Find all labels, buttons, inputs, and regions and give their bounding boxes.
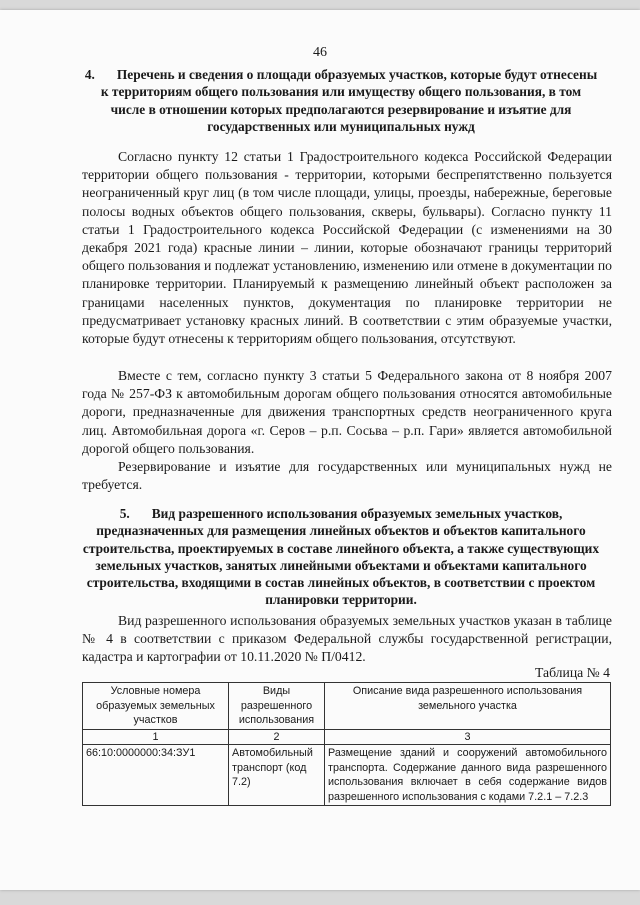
index-cell-3: 3: [325, 729, 611, 745]
cell-plot-number: 66:10:0000000:34:ЗУ1: [83, 745, 229, 806]
index-cell-1: 1: [83, 729, 229, 745]
section-5-title: Вид разрешенного использования образуемых земельных участков, предназначенных для размещения линейных объектов и объектов капитального строительства, проектируемых в составе линейного объекта, а также существующих земельных участков, занятых линейными объектами и объектами капитального строительства, входящими в состав линейных объектов, в соответствии с проектом планировки территории.: [82, 506, 600, 608]
header-use-types: Виды разрешенного использования: [229, 683, 325, 730]
cell-use-type: Автомобильный транспорт (код 7.2): [229, 745, 325, 806]
header-use-description: Описание вида разрешенного использования земельного участка: [325, 683, 611, 730]
section-4-paragraph-3: Резервирование и изъятие для государственных или муниципальных нужд не требуется.: [82, 459, 612, 493]
index-cell-2: 2: [229, 729, 325, 745]
cell-use-description: Размещение зданий и сооружений автомобильного транспорта. Содержание данного вида разрешенного использования включает в себя содержание видов разрешенного использования с кодами 7.2.1 – 7.2.3: [325, 745, 611, 806]
section-5-heading: [82, 505, 600, 609]
section-4-number: 4.: [84, 67, 95, 82]
section-4-paragraph-1: Согласно пункту 12 статьи 1 Градостроительного кодекса Российской Федерации территории общего пользования - территории, которыми беспрепятственно пользуется неограниченный круг лиц (в том числе площади, улицы, проезды, набережные, береговые полосы водных объектов общего пользования, скверы, бульвары). Согласно пункту 11 статьи 1 Градостроительного кодекса Российской Федерации (с изменениями на 30 декабря 2021 года) красные линии – линии, которые обозначают границы территорий общего пользования и подлежат установлению, изменению или отмене в документации по планировке территории. Планируемый к размещению линейный объект расположен за границами населенных пунктов, документация по планировке территории не предусматривает установку красных линий. В соответствии с этим образуемые участки, которые будут отнесены к территориям общего пользования, отсутствуют.: [82, 149, 612, 347]
section-4-paragraph-2: Вместе с тем, согласно пункту 3 статьи 5 Федерального закона от 8 ноября 2007 года № 257-ФЗ к автомобильным дорогам общего пользования относятся автомобильные дороги, предназначенные для движения транспортных средств неограниченного круга лиц. Автомобильная дорога «г. Серов – р.п. Сосьва – р.п. Гари» является автомобильной дорогой общего пользования.: [82, 368, 612, 456]
page-number: 46: [313, 45, 327, 60]
table-header-row: [83, 683, 611, 730]
table-row: [83, 745, 611, 806]
document-page: [0, 10, 640, 890]
section-5-paragraph: Вид разрешенного использования образуемых земельных участков указан в таблице № 4 в соответствии с приказом Федеральной службы государственной регистрации, кадастра и картографии от 10.11.2020 № П/0412.: [82, 613, 612, 665]
section-4-title: Перечень и сведения о площади образуемых участков, которые будут отнесены к территориям общего пользования или имуществу общего пользования, в том числе в отношении которых предполагаются резервирование и изъятие для государственных или муниципальных нужд: [100, 67, 598, 134]
header-plot-numbers: Условные номера образуемых земельных участков: [83, 683, 229, 730]
table-4: [82, 682, 611, 806]
table-index-row: [83, 729, 611, 745]
table-caption: Таблица № 4: [534, 665, 610, 680]
section-4-heading: [82, 66, 600, 135]
section-5-number: 5.: [119, 506, 130, 521]
